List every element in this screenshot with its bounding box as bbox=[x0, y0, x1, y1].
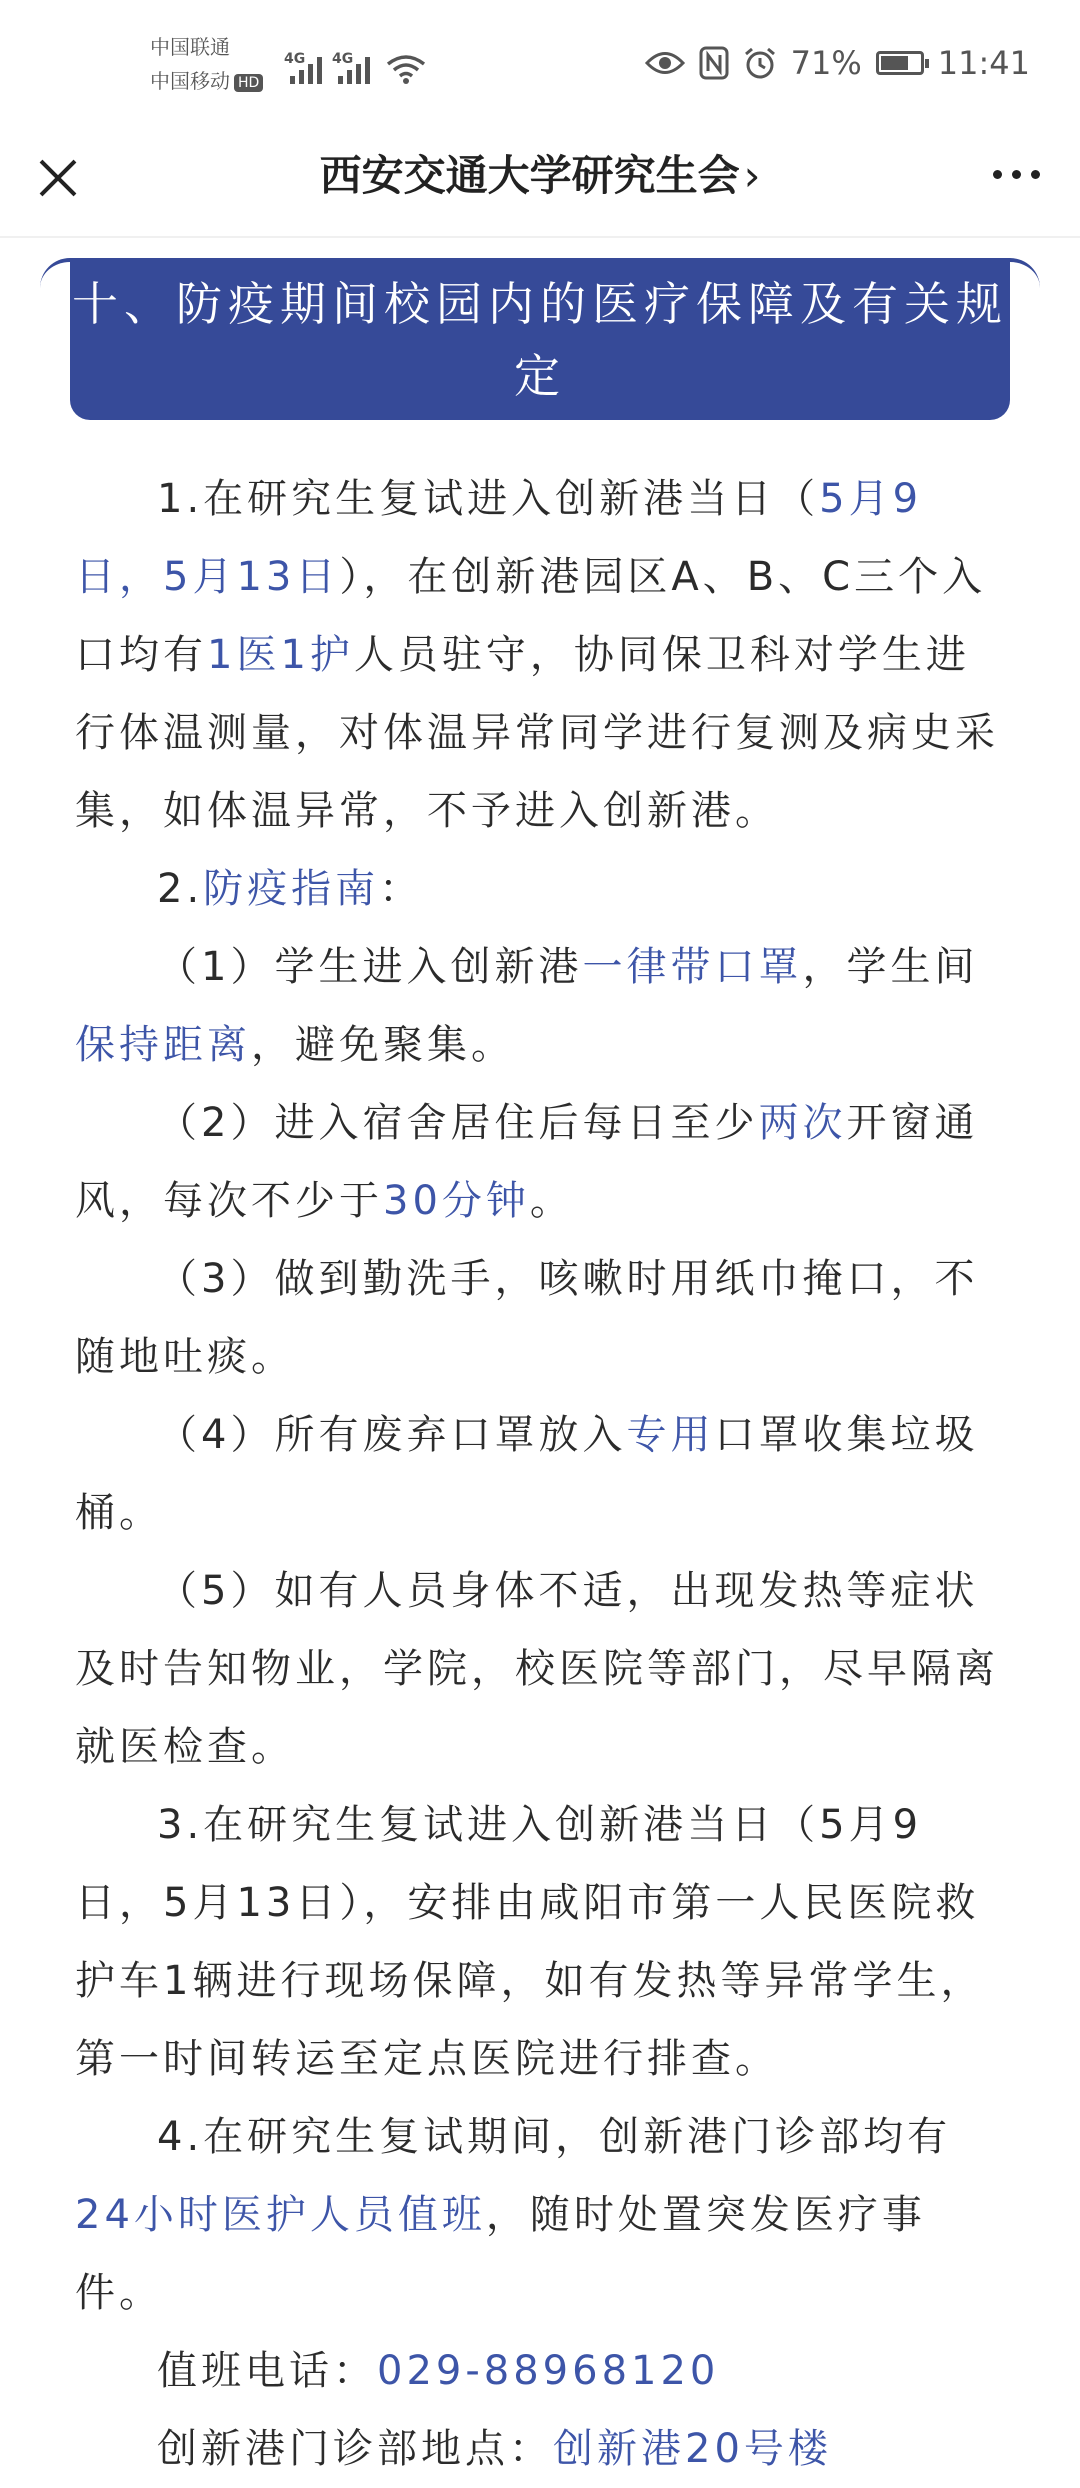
carrier-1: 中国联通 bbox=[150, 35, 230, 59]
highlight: 防疫指南 bbox=[203, 866, 380, 912]
battery-percent: 71% bbox=[790, 44, 862, 82]
guideline-5: （5）如有人员身体不适，出现发热等症状及时告知物业，学院，校医院等部门，尽早隔离就医检查。 bbox=[75, 1568, 999, 1770]
net-type-1: 4G bbox=[284, 51, 306, 67]
eye-icon bbox=[645, 50, 685, 76]
paragraph-4: 4.在研究生复试期间，创新港门诊部均有24小时医护人员值班，随时处置突发医疗事件。 bbox=[75, 2114, 952, 2316]
highlight: 保持距离 bbox=[75, 1022, 251, 1068]
signal-1-icon bbox=[284, 51, 322, 84]
guideline-4: （4）所有废弃口罩放入专用口罩收集垃圾桶。 bbox=[75, 1412, 979, 1536]
highlight: 一律带口罩 bbox=[582, 944, 803, 990]
phone-number-link[interactable]: 029-88968120 bbox=[377, 2348, 720, 2394]
chevron-right-icon: › bbox=[743, 151, 761, 200]
article-body bbox=[75, 460, 1010, 2488]
account-title-link[interactable] bbox=[0, 146, 1080, 206]
hd-badge: HD bbox=[234, 74, 263, 92]
highlight: 专用 bbox=[626, 1412, 715, 1458]
net-type-2: 4G bbox=[332, 51, 354, 67]
alarm-icon bbox=[743, 46, 777, 80]
guideline-2: （2）进入宿舍居住后每日至少两次开窗通风，每次不少于30分钟。 bbox=[75, 1100, 979, 1224]
paragraph-1: 1.在研究生复试进入创新港当日（5月9日，5月13日），在创新港园区A、B、C三个入口均有1医1护人员驻守，协同保卫科对学生进行体温测量，对体温异常同学进行复测及病史采集，如体温异常，不予进入创新港。 bbox=[75, 476, 999, 834]
status-right bbox=[645, 44, 1030, 82]
highlight: 创新港20号楼 bbox=[553, 2426, 832, 2472]
nav-bar bbox=[0, 130, 1080, 240]
wifi-icon bbox=[386, 54, 426, 84]
status-bar bbox=[0, 0, 1080, 130]
highlight: 30分钟 bbox=[383, 1178, 530, 1224]
carrier-2: 中国移动 bbox=[150, 69, 230, 93]
section-title: 十、防疫期间校园内的医疗保障及有关规定 bbox=[72, 277, 1008, 403]
carrier-info bbox=[150, 30, 263, 98]
battery-level bbox=[881, 56, 908, 70]
duty-phone: 值班电话：029-88968120 bbox=[157, 2348, 720, 2394]
clinic-location: 创新港门诊部地点：创新港20号楼 bbox=[157, 2426, 832, 2472]
guideline-1: （1）学生进入创新港一律带口罩，学生间保持距离，避免聚集。 bbox=[75, 944, 979, 1068]
paragraph-3: 3.在研究生复试进入创新港当日（5月9日，5月13日），安排由咸阳市第一人民医院救护车1辆进行现场保障，如有发热等异常学生，第一时间转运至定点医院进行排查。 bbox=[75, 1802, 985, 2082]
clock: 11:41 bbox=[937, 44, 1030, 82]
highlight: 1医1护 bbox=[207, 632, 354, 678]
section-banner bbox=[70, 262, 1010, 420]
paragraph-2: 2.防疫指南： bbox=[157, 866, 424, 912]
nfc-icon bbox=[699, 46, 729, 80]
signal-2-icon bbox=[332, 51, 370, 84]
signal-group bbox=[284, 42, 426, 84]
guideline-3: （3）做到勤洗手，咳嗽时用纸巾掩口，不随地吐痰。 bbox=[75, 1256, 979, 1380]
highlight: 5月9日，5月13日 bbox=[75, 476, 923, 600]
highlight: 两次 bbox=[758, 1100, 847, 1146]
battery-icon bbox=[876, 51, 924, 75]
more-options-icon[interactable] bbox=[993, 170, 1040, 179]
divider bbox=[0, 236, 1080, 238]
page-title: 西安交通大学研究生会 bbox=[319, 151, 740, 200]
highlight: 24小时医护人员值班 bbox=[75, 2192, 486, 2238]
